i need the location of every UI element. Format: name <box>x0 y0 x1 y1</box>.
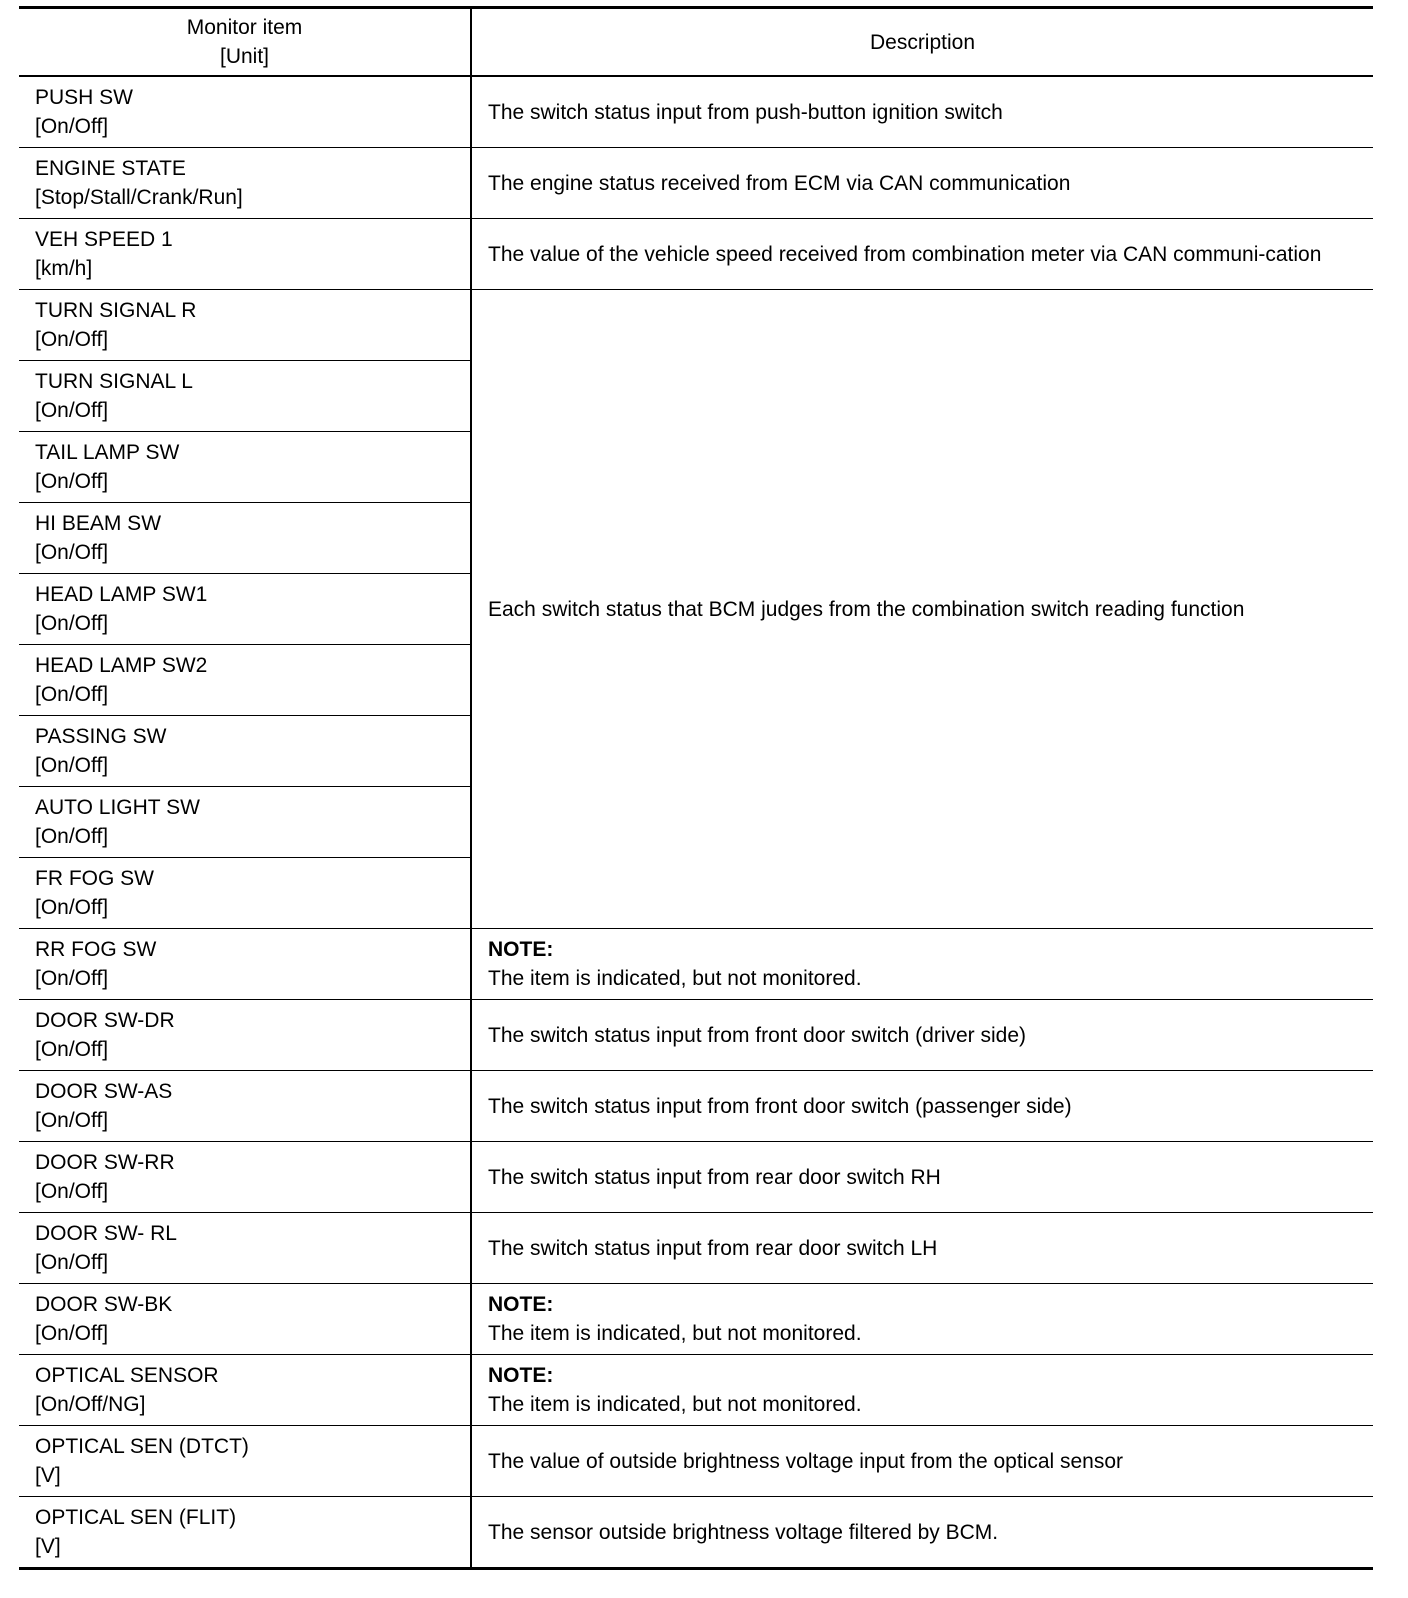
note-label: NOTE: <box>488 1293 554 1316</box>
monitor-item-name: DOOR SW-RR <box>35 1151 175 1174</box>
monitor-item-cell <box>19 290 471 361</box>
monitor-item-unit: [On/Off] <box>35 683 109 706</box>
note-text: The item is indicated, but not monitored. <box>488 1322 862 1345</box>
monitor-item-cell <box>19 1284 471 1355</box>
monitor-item-name: VEH SPEED 1 <box>35 228 173 251</box>
table-row <box>19 219 1373 290</box>
description-cell: The sensor outside brightness voltage filtered by BCM. <box>471 1497 1373 1569</box>
description-cell: The switch status input from front door switch (passenger side) <box>471 1071 1373 1142</box>
monitor-item-unit: [On/Off] <box>35 1180 109 1203</box>
monitor-item-unit: [On/Off] <box>35 1038 109 1061</box>
monitor-item-name: DOOR SW-DR <box>35 1009 175 1032</box>
monitor-item-unit: [On/Off] <box>35 825 109 848</box>
monitor-item-name: HI BEAM SW <box>35 512 162 535</box>
monitor-item-name: OPTICAL SENSOR <box>35 1364 219 1387</box>
monitor-item-name: ENGINE STATE <box>35 157 186 180</box>
monitor-item-unit: [On/Off] <box>35 328 109 351</box>
description-cell: The value of outside brightness voltage input from the optical sensor <box>471 1426 1373 1497</box>
monitor-item-unit: [On/Off] <box>35 754 109 777</box>
monitor-item-unit: [On/Off] <box>35 399 109 422</box>
monitor-item-unit: [On/Off] <box>35 470 109 493</box>
monitor-item-name: FR FOG SW <box>35 867 154 890</box>
monitor-item-name: HEAD LAMP SW1 <box>35 583 208 606</box>
note-label: NOTE: <box>488 1364 554 1387</box>
monitor-item-cell <box>19 219 471 290</box>
monitor-item-name: TAIL LAMP SW <box>35 441 180 464</box>
monitor-item-cell <box>19 361 471 432</box>
monitor-item-unit: [km/h] <box>35 257 93 280</box>
note-text: The item is indicated, but not monitored. <box>488 1393 862 1416</box>
monitor-item-cell <box>19 787 471 858</box>
header-monitor-item-label: Monitor item <box>186 16 303 39</box>
table-header-row <box>19 8 1373 77</box>
monitor-item-name: DOOR SW-AS <box>35 1080 173 1103</box>
monitor-item-name: OPTICAL SEN (DTCT) <box>35 1435 249 1458</box>
table-row <box>19 1142 1373 1213</box>
table-row <box>19 1355 1373 1426</box>
description-cell: The switch status input from rear door switch RH <box>471 1142 1373 1213</box>
note-text: The item is indicated, but not monitored. <box>488 967 862 990</box>
monitor-item-unit: [On/Off] <box>35 1251 109 1274</box>
note-label: NOTE: <box>488 938 554 961</box>
table-row <box>19 1000 1373 1071</box>
monitor-item-name: DOOR SW- RL <box>35 1222 177 1245</box>
monitor-item-name: DOOR SW-BK <box>35 1293 173 1316</box>
monitor-item-unit: [V] <box>35 1464 61 1487</box>
monitor-item-name: PASSING SW <box>35 725 167 748</box>
description-cell: The switch status input from front door switch (driver side) <box>471 1000 1373 1071</box>
monitor-item-unit: [V] <box>35 1535 61 1558</box>
monitor-item-table <box>19 6 1373 1570</box>
header-monitor-item <box>19 8 471 77</box>
monitor-item-cell <box>19 1355 471 1426</box>
monitor-item-cell <box>19 858 471 929</box>
note-description-cell <box>471 929 1373 1000</box>
description-cell: The switch status input from rear door switch LH <box>471 1213 1373 1284</box>
monitor-item-name: TURN SIGNAL L <box>35 370 193 393</box>
table-row <box>19 1426 1373 1497</box>
monitor-item-unit: [On/Off] <box>35 115 109 138</box>
table-row <box>19 929 1373 1000</box>
monitor-item-cell <box>19 1426 471 1497</box>
monitor-item-cell <box>19 148 471 219</box>
monitor-item-unit: [On/Off] <box>35 612 109 635</box>
monitor-item-name: HEAD LAMP SW2 <box>35 654 208 677</box>
table-row <box>19 290 1373 361</box>
monitor-item-name: TURN SIGNAL R <box>35 299 197 322</box>
monitor-item-unit: [On/Off] <box>35 1109 109 1132</box>
table-row <box>19 76 1373 148</box>
monitor-item-cell <box>19 1213 471 1284</box>
monitor-item-cell <box>19 1142 471 1213</box>
description-cell: The engine status received from ECM via CAN communication <box>471 148 1373 219</box>
monitor-item-name: PUSH SW <box>35 86 134 109</box>
monitor-item-cell <box>19 76 471 148</box>
table-row <box>19 1497 1373 1569</box>
monitor-item-cell <box>19 1071 471 1142</box>
monitor-item-cell <box>19 716 471 787</box>
monitor-item-cell <box>19 503 471 574</box>
monitor-item-name: RR FOG SW <box>35 938 157 961</box>
monitor-item-cell <box>19 432 471 503</box>
description-cell: The value of the vehicle speed received from combination meter via CAN communi-cation <box>471 219 1373 290</box>
monitor-item-unit: [On/Off] <box>35 896 109 919</box>
monitor-item-cell <box>19 645 471 716</box>
monitor-item-unit: [On/Off] <box>35 1322 109 1345</box>
table-row <box>19 1071 1373 1142</box>
monitor-item-unit: [Stop/Stall/Crank/Run] <box>35 186 243 209</box>
header-unit-label: [Unit] <box>219 45 269 68</box>
header-description: Description <box>471 8 1373 77</box>
table-row <box>19 1284 1373 1355</box>
monitor-item-unit: [On/Off] <box>35 541 109 564</box>
combination-switch-description-cell: Each switch status that BCM judges from the combination switch reading function <box>471 290 1373 929</box>
monitor-item-name: OPTICAL SEN (FLIT) <box>35 1506 237 1529</box>
monitor-item-cell <box>19 574 471 645</box>
note-description-cell <box>471 1355 1373 1426</box>
monitor-item-cell <box>19 1000 471 1071</box>
monitor-item-cell <box>19 929 471 1000</box>
monitor-item-unit: [On/Off/NG] <box>35 1393 146 1416</box>
note-description-cell <box>471 1284 1373 1355</box>
monitor-item-cell <box>19 1497 471 1569</box>
monitor-item-name: AUTO LIGHT SW <box>35 796 200 819</box>
table-row <box>19 1213 1373 1284</box>
monitor-item-unit: [On/Off] <box>35 967 109 990</box>
table-row <box>19 148 1373 219</box>
description-cell: The switch status input from push-button ignition switch <box>471 76 1373 148</box>
